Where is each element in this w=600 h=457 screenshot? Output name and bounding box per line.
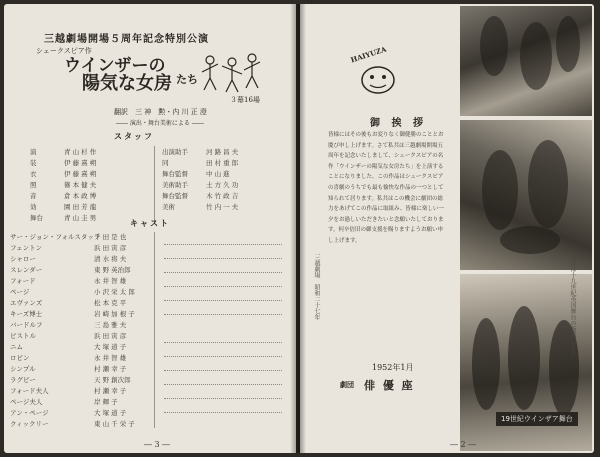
cast-actor: 千 田 是 也	[94, 233, 127, 241]
photo-caption: 19世紀ウインザア舞台	[496, 412, 578, 426]
cast-actor: 三 島 雅 夫	[94, 321, 127, 329]
cast-row	[10, 331, 126, 340]
cast-role: ページ夫人	[10, 398, 43, 406]
cast-row	[10, 243, 126, 252]
page-number: ― 2 ―	[450, 440, 477, 449]
cast-role: シンプル	[10, 365, 36, 373]
cast-role: フォード夫人	[10, 387, 49, 395]
haiyuza-logo	[348, 44, 404, 96]
dotted-leader	[164, 356, 282, 357]
cast-actor: 浜 田 寅 彦	[94, 244, 127, 252]
greeting-title: 御 挨 拶	[370, 118, 427, 129]
staff-row: 美術 竹 内 一 夫	[162, 203, 239, 211]
cast-role: アン・ページ	[10, 409, 49, 417]
staff-row: 演 青 山 杉 作	[30, 148, 97, 156]
cast-actor: 東 野 英治郎	[94, 266, 131, 274]
dancing-figures-illustration	[200, 52, 264, 96]
staff-row: 装 伊 藤 熹 朔	[30, 159, 97, 167]
engraving-image	[460, 6, 592, 116]
acts-scenes: ３幕16場	[230, 96, 260, 104]
vertical-note: 三越劇場 昭和二十七年	[313, 254, 320, 320]
logo-text: HAIYUZA	[349, 44, 388, 65]
author-credit: シェークスピア作	[36, 47, 92, 55]
cast-role: クィックリー	[10, 420, 49, 428]
cast-actor: 大 塚 道 子	[94, 409, 127, 417]
staff-row: 出演助手 河 路 昌 夫	[162, 148, 239, 156]
staff-row: 同 田 村 重 郎	[162, 159, 239, 167]
cast-role: フェントン	[10, 244, 43, 252]
cast-role: ページ	[10, 288, 30, 296]
cast-row	[10, 232, 126, 241]
cast-row	[10, 408, 126, 417]
dotted-leader	[164, 314, 282, 315]
credit-subline: ―― 演出・舞台美術による ――	[116, 120, 204, 127]
staff-row: 美術助手 土 方 久 功	[162, 181, 239, 189]
title-part-3: たち	[176, 73, 198, 86]
dotted-leader	[164, 258, 282, 259]
dotted-leader	[164, 342, 282, 343]
cast-actor: 大 塚 道 子	[94, 343, 127, 351]
greeting-body: 皆様にはその後もお変りなく御健勝のこととお慶び申し上げます。さて私共は三越劇場開場五周年を記念いたしまして、シェークスピアの名作「ウインザーの陽気な女房たち」を上演することになりました。この作品はシェークスピアの喜劇のうちでも最も愉快な作品の一つとして知られて居ります。私共はこの機会に劇団の総力をあげてこの作品に取組み、皆様に楽しい一夕をお過しいただきたいと念願いたしております。何卒倍旧の御支援を賜りますようお願い申し上げます。	[328, 132, 444, 244]
dotted-leader	[164, 286, 282, 287]
org-label: 劇団	[340, 380, 354, 389]
page-number: ― 3 ―	[144, 440, 171, 449]
cast-row	[10, 375, 131, 384]
title-logo	[56, 49, 216, 93]
cast-row	[10, 287, 135, 296]
title-part-1: ウインザーの	[64, 56, 166, 76]
staff-row: 舞台監督 中 山 進	[162, 170, 230, 178]
cast-row	[10, 254, 126, 263]
staff-row: 衣 伊 藤 熹 朔	[30, 170, 97, 178]
translation-credit: 翻訳 三 神 勲・内 川 正 澄	[114, 108, 207, 116]
cast-actor: 天 野 創次郎	[94, 376, 131, 384]
dotted-leader	[164, 244, 282, 245]
column-divider	[154, 146, 155, 224]
dotted-leader	[164, 398, 282, 399]
cast-role: ラグビー	[10, 376, 36, 384]
cast-row	[10, 309, 135, 318]
cast-role: キーズ博士	[10, 310, 43, 318]
staff-row: 舞台 青 山 圭 男	[30, 214, 97, 222]
dotted-leader	[164, 384, 282, 385]
column-divider	[154, 232, 155, 428]
staff-heading: スタッフ	[114, 131, 154, 141]
cast-row	[10, 419, 135, 428]
cast-actor: 村 瀬 幸 子	[94, 365, 127, 373]
staff-row: 照 篠 本 健 夫	[30, 181, 97, 189]
cast-row	[10, 276, 126, 285]
dotted-leader	[164, 370, 282, 371]
right-page	[300, 4, 594, 453]
staff-row: 音 倉 本 政 博	[30, 192, 97, 200]
cast-actor: 岩 崎 加 根 子	[94, 310, 135, 318]
staff-row: 効 園 田 芳 龍	[30, 203, 97, 211]
cast-role: フォード	[10, 277, 36, 285]
cast-role: エヴァンズ	[10, 299, 43, 307]
cast-row	[10, 320, 126, 329]
dotted-leader	[164, 412, 282, 413]
staff-row: 舞台監督 木 竹 政 吉	[162, 192, 239, 200]
cast-row	[10, 386, 126, 395]
cast-actor: 永 井 智 雄	[94, 354, 127, 362]
cast-role: サー・ジョン・フォルスタッフ	[10, 233, 101, 241]
cast-row	[10, 265, 131, 274]
dotted-leader	[164, 300, 282, 301]
title-part-2: 陽気な女房	[82, 73, 172, 94]
cast-actor: 松 本 克 平	[94, 299, 127, 307]
org-name: 俳 優 座	[364, 379, 415, 392]
cast-actor: 岸 輝 子	[94, 398, 118, 406]
cast-actor: 浜 田 寅 彦	[94, 332, 127, 340]
book-gutter	[290, 4, 306, 453]
cast-heading: キャスト	[130, 218, 170, 228]
cast-actor: 小 沢 栄 太 郎	[94, 288, 135, 296]
cast-actor: 東 山 千 栄 子	[94, 420, 135, 428]
cast-row	[10, 342, 126, 351]
cast-actor: 村 瀬 幸 子	[94, 387, 127, 395]
cast-role: バードルフ	[10, 321, 43, 329]
left-page	[4, 4, 296, 453]
cast-row	[10, 353, 126, 362]
cast-row	[10, 298, 126, 307]
cast-role: ニム	[10, 343, 23, 351]
cast-role: スレンダー	[10, 266, 43, 274]
cast-actor: 清 水 将 夫	[94, 255, 127, 263]
photo-strip	[460, 6, 592, 451]
photo-caption-vertical: 写真は十九世紀英国舞台の版画による	[569, 254, 576, 356]
cast-actor: 永 井 智 雄	[94, 277, 127, 285]
dotted-leader	[164, 272, 282, 273]
engraving-image	[460, 120, 592, 270]
cast-role: ピストル	[10, 332, 36, 340]
cast-row	[10, 397, 118, 406]
cast-role: ロビン	[10, 354, 30, 362]
cast-row	[10, 364, 126, 373]
greeting-date: 1952年1月	[372, 363, 414, 372]
cast-role: シャロー	[10, 255, 36, 263]
page-header: 三越劇場開場５周年記念特別公演	[44, 34, 209, 45]
